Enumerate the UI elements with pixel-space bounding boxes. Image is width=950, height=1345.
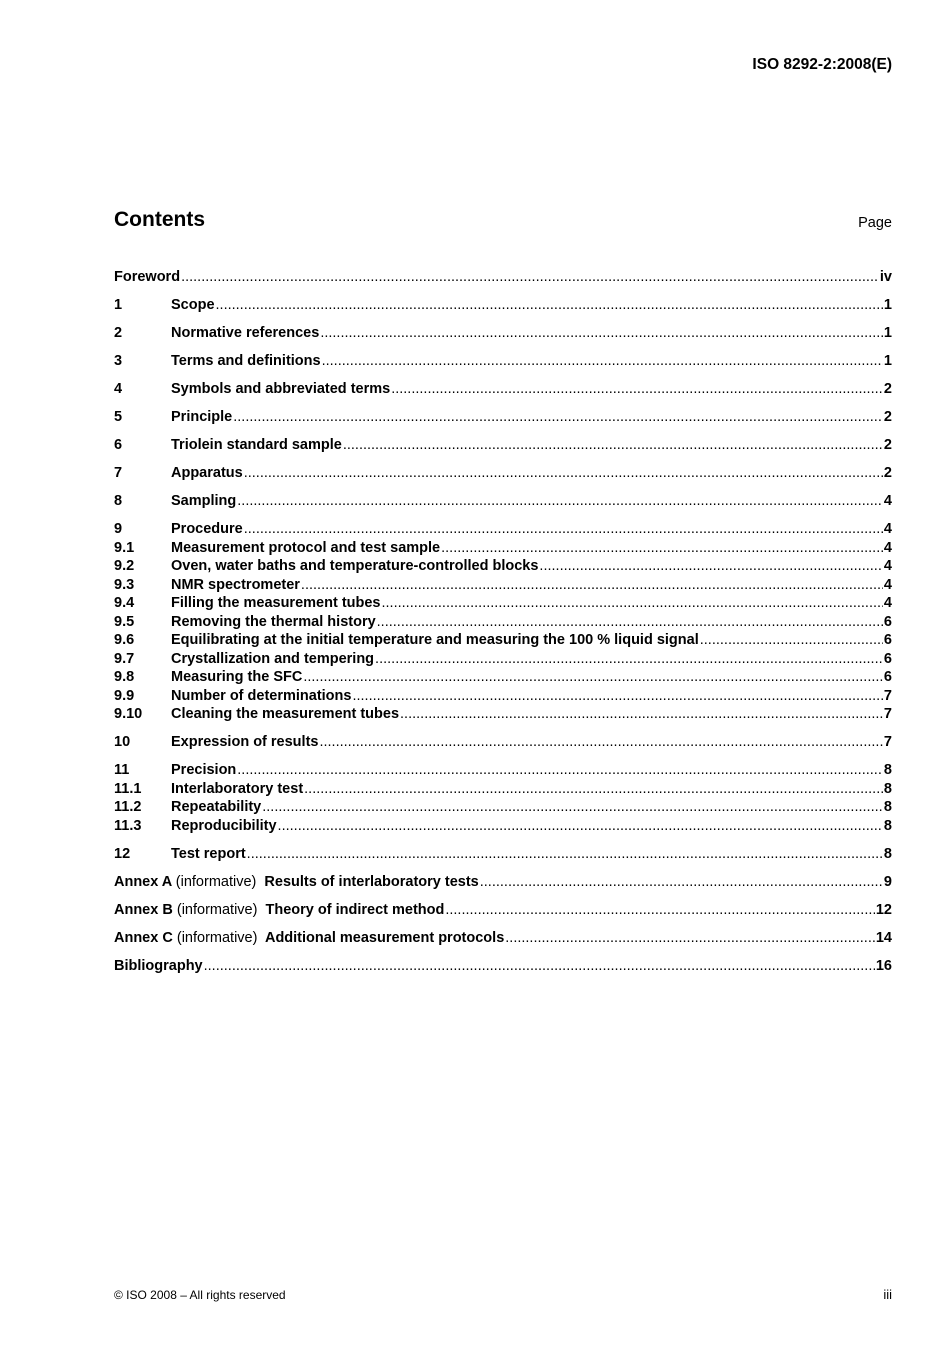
toc-entry-number: 11.2 xyxy=(114,799,142,815)
toc-entry[interactable] xyxy=(114,845,892,864)
toc-entry-title: Number of determinations xyxy=(171,687,352,704)
dot-leader xyxy=(301,576,883,595)
toc-entry[interactable] xyxy=(114,798,892,817)
page-title: Contents xyxy=(114,208,205,231)
toc-entry-page: 2 xyxy=(883,437,892,453)
toc-entry-page: 7 xyxy=(883,687,892,704)
toc-entry[interactable] xyxy=(114,705,892,724)
dot-leader xyxy=(303,668,883,687)
toc-entry-title: Measurement protocol and test sample xyxy=(171,539,441,556)
dot-leader xyxy=(377,613,883,632)
toc-entry-title: Scope xyxy=(171,297,215,313)
toc-entry-number: 9.9 xyxy=(114,687,135,704)
dot-leader xyxy=(343,436,883,455)
toc-entry[interactable] xyxy=(114,324,892,343)
toc-entry[interactable] xyxy=(114,761,892,780)
dot-leader xyxy=(400,705,883,724)
toc-entry-title: Reproducibility xyxy=(171,817,277,834)
page-number: iii xyxy=(883,1287,892,1302)
dot-leader xyxy=(352,687,882,706)
toc-entry-number: 2 xyxy=(114,325,123,341)
toc-entry-title: Filling the measurement tubes xyxy=(171,595,381,611)
dot-leader xyxy=(375,650,883,669)
dot-leader xyxy=(320,324,883,343)
toc-entry[interactable] xyxy=(114,594,892,613)
toc-entry-number: 11 xyxy=(114,762,130,778)
dot-leader xyxy=(244,520,883,539)
toc-entry-number: 1 xyxy=(114,297,123,313)
annex-label: Annex C xyxy=(114,929,173,946)
toc-entry-title: Triolein standard sample xyxy=(171,437,342,453)
toc-entry-title: Principle xyxy=(171,409,233,425)
annex-title: Additional measurement protocols xyxy=(264,929,505,946)
toc-entry[interactable] xyxy=(114,817,892,836)
toc-entry-title: Precision xyxy=(171,762,237,778)
toc-entry[interactable] xyxy=(114,631,892,650)
toc-entry-page: 1 xyxy=(883,325,892,341)
toc-entry-number: 9.2 xyxy=(114,558,135,574)
toc-entry-page: 6 xyxy=(883,632,892,648)
dot-leader xyxy=(216,296,883,315)
copyright-footer: © ISO 2008 – All rights reserved xyxy=(114,1288,286,1302)
toc-entry-page: 6 xyxy=(883,650,892,667)
toc-entry[interactable] xyxy=(114,576,892,595)
toc-entry-number: 7 xyxy=(114,465,123,481)
dot-leader xyxy=(304,780,883,799)
toc-entry-title: Sampling xyxy=(171,493,237,509)
dot-leader xyxy=(382,594,883,613)
toc-entry-number: 9.6 xyxy=(114,632,135,648)
toc-entry-page: 8 xyxy=(883,780,892,797)
toc-entry-title: Removing the thermal history xyxy=(171,613,376,630)
toc-entry[interactable] xyxy=(114,492,892,511)
toc-entry-number: 9 xyxy=(114,521,123,537)
page-column-label: Page xyxy=(858,215,892,231)
toc-entry-title: Equilibrating at the initial temperature and measuring the 100 % liquid signal xyxy=(171,632,699,648)
toc-entry[interactable] xyxy=(114,650,892,669)
toc-entry-page: 7 xyxy=(883,706,892,722)
toc-entry[interactable] xyxy=(114,873,892,892)
toc-entry[interactable] xyxy=(114,436,892,455)
toc-entry-number: 9.10 xyxy=(114,706,143,722)
toc-entry-title: Test report xyxy=(171,845,246,862)
annex-kind: (informative) xyxy=(176,901,258,918)
toc-entry[interactable] xyxy=(114,408,892,427)
toc-entry-number: 11.1 xyxy=(114,780,142,797)
dot-leader xyxy=(319,733,882,752)
toc-entry-title: Cleaning the measurement tubes xyxy=(171,706,400,722)
toc-entry-title: Crystallization and tempering xyxy=(171,650,375,667)
toc-entry-title xyxy=(114,929,504,948)
toc-entry-title: Apparatus xyxy=(171,465,243,481)
dot-leader xyxy=(441,539,883,558)
toc-entry-page: 1 xyxy=(883,297,892,313)
toc-entry[interactable] xyxy=(114,613,892,632)
toc-entry-number: 9.1 xyxy=(114,539,135,556)
toc-entry-number: 9.3 xyxy=(114,576,135,593)
toc-entry-number: 9.5 xyxy=(114,613,135,630)
dot-leader xyxy=(539,557,883,576)
dot-leader xyxy=(233,408,883,427)
dot-leader xyxy=(278,817,883,836)
toc-entry-page: 4 xyxy=(883,539,892,556)
toc-entry-page: 14 xyxy=(875,929,892,946)
toc-entry-page: 8 xyxy=(883,762,892,778)
toc-entry-page: 9 xyxy=(883,873,892,890)
toc-entry[interactable] xyxy=(114,520,892,539)
toc-entry[interactable] xyxy=(114,687,892,706)
table-of-contents xyxy=(114,268,892,975)
toc-entry-number: 9.7 xyxy=(114,650,135,667)
toc-entry[interactable] xyxy=(114,352,892,371)
annex-title: Theory of indirect method xyxy=(265,901,445,918)
toc-entry-number: 8 xyxy=(114,493,123,509)
toc-entry[interactable] xyxy=(114,557,892,576)
toc-entry-page: iv xyxy=(879,269,892,285)
toc-entry-title: Foreword xyxy=(114,269,181,285)
dot-leader xyxy=(247,845,883,864)
toc-entry-page: 2 xyxy=(883,381,892,397)
toc-entry[interactable] xyxy=(114,296,892,315)
toc-entry-number: 6 xyxy=(114,437,123,453)
dot-leader xyxy=(204,957,875,976)
toc-entry-title: Oven, water baths and temperature-controlled blocks xyxy=(171,558,539,574)
toc-entry-page: 6 xyxy=(883,669,892,685)
annex-title: Results of interlaboratory tests xyxy=(264,873,479,890)
toc-entry[interactable] xyxy=(114,668,892,687)
toc-entry[interactable] xyxy=(114,733,892,752)
dot-leader xyxy=(322,352,883,371)
annex-kind: (informative) xyxy=(176,929,258,946)
toc-entry-page: 8 xyxy=(883,817,892,834)
toc-entry-page: 12 xyxy=(875,901,892,918)
toc-entry-number: 12 xyxy=(114,845,131,862)
toc-entry-number: 11.3 xyxy=(114,817,142,834)
toc-entry-page: 8 xyxy=(883,799,892,815)
annex-label: Annex A xyxy=(114,873,172,890)
dot-leader xyxy=(244,464,883,483)
toc-entry-page: 4 xyxy=(883,521,892,537)
annex-kind: (informative) xyxy=(175,873,257,890)
toc-entry-title: Bibliography xyxy=(114,957,203,974)
toc-entry-title xyxy=(114,873,479,892)
toc-entry-page: 4 xyxy=(883,576,892,593)
toc-entry-page: 1 xyxy=(883,353,892,369)
toc-entry-title: Repeatability xyxy=(171,799,262,815)
toc-entry[interactable] xyxy=(114,380,892,399)
toc-entry-page: 4 xyxy=(883,558,892,574)
dot-leader xyxy=(480,873,883,892)
toc-entry-title: Terms and definitions xyxy=(171,353,321,369)
toc-entry-page: 7 xyxy=(883,734,892,750)
toc-entry-title: Measuring the SFC xyxy=(171,669,303,685)
toc-entry-page: 16 xyxy=(875,957,892,974)
toc-entry-number: 5 xyxy=(114,409,123,425)
toc-entry-title: Normative references xyxy=(171,325,320,341)
toc-entry-title xyxy=(114,901,444,920)
toc-entry-title: Symbols and abbreviated terms xyxy=(171,381,391,397)
toc-entry-number: 9.8 xyxy=(114,669,135,685)
toc-entry[interactable] xyxy=(114,957,892,976)
toc-entry-title: Expression of results xyxy=(171,734,319,750)
toc-entry-page: 4 xyxy=(883,595,892,611)
toc-entry[interactable] xyxy=(114,901,892,920)
toc-entry[interactable] xyxy=(114,539,892,558)
toc-entry-page: 2 xyxy=(883,409,892,425)
annex-label: Annex B xyxy=(114,901,173,918)
dot-leader xyxy=(237,761,883,780)
toc-entry-page: 6 xyxy=(883,613,892,630)
dot-leader xyxy=(181,268,879,287)
dot-leader xyxy=(505,929,875,948)
dot-leader xyxy=(237,492,883,511)
toc-entry-title: Procedure xyxy=(171,521,243,537)
toc-entry[interactable] xyxy=(114,780,892,799)
dot-leader xyxy=(700,631,883,650)
dot-leader xyxy=(262,798,883,817)
toc-entry-title: NMR spectrometer xyxy=(171,576,300,593)
document-id: ISO 8292-2:2008(E) xyxy=(752,56,892,73)
toc-entry[interactable] xyxy=(114,929,892,948)
toc-entry-title: Interlaboratory test xyxy=(171,780,304,797)
toc-entry[interactable] xyxy=(114,268,892,287)
toc-entry-number: 9.4 xyxy=(114,595,135,611)
toc-entry-page: 8 xyxy=(883,845,892,862)
toc-entry-number: 10 xyxy=(114,734,131,750)
toc-entry-page: 2 xyxy=(883,465,892,481)
toc-entry-number: 3 xyxy=(114,353,123,369)
toc-entry-page: 4 xyxy=(883,493,892,509)
toc-entry-number: 4 xyxy=(114,381,123,397)
dot-leader xyxy=(391,380,883,399)
toc-entry[interactable] xyxy=(114,464,892,483)
dot-leader xyxy=(445,901,875,920)
